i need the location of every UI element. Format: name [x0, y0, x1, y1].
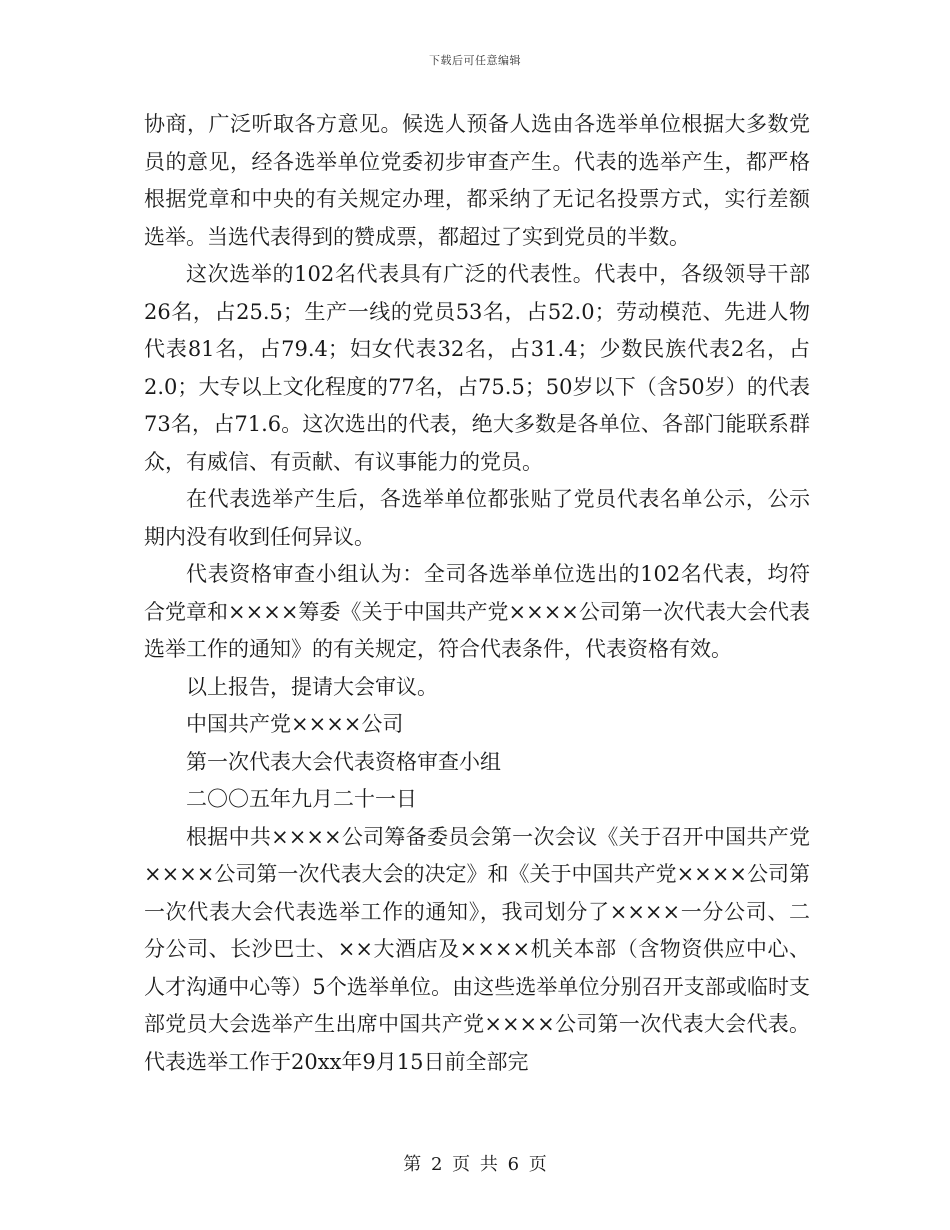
- paragraph-closing: 以上报告，提请大会审议。: [186, 674, 438, 699]
- paragraph-qualification-conclusion: 代表资格审查小组认为：全司各选举单位选出的102名代表，均符合党章和××××筹委《关于中国共产党××××公司第一次代表大会代表选举工作的通知》的有关规定，符合代表条件，代表资格有效。: [144, 562, 810, 661]
- page-number-footer: 第 2 页 共 6 页: [403, 1154, 547, 1175]
- paragraph-continuation: 协商，广泛听取各方意见。候选人预备人选由各选举单位根据大多数党员的意见，经各选举单位党委初步审查产生。代表的选举产生，都严格根据党章和中央的有关规定办理，都采纳了无记名投票方式，实行差额选举。当选代表得到的赞成票，都超过了实到党员的半数。: [144, 112, 810, 249]
- signature-organization: 中国共产党××××公司: [186, 712, 404, 736]
- paragraph-publicity: 在代表选举产生后，各选举单位都张贴了党员代表名单公示，公示期内没有收到任何异议。: [144, 487, 810, 549]
- signature-group: 第一次代表大会代表资格审查小组: [186, 749, 501, 774]
- paragraph-election-units: 根据中共××××公司筹备委员会第一次会议《关于召开中国共产党××××公司第一次代表大会的决定》和《关于中国共产党××××公司第一次代表大会代表选举工作的通知》，我司划分了××××一分公司、二分公司、长沙巴士、××大酒店及××××机关本部（含物资供应中心、人才沟通中心等）5个选举单位。由这些选举单位分别召开支部或临时支部党员大会选举产生出席中国共产党××××公司第一次代表大会代表。代表选举工作于20xx年9月15日前全部完: [144, 824, 810, 1074]
- document-body: [144, 106, 810, 1081]
- signature-date: 二〇〇五年九月二十一日: [186, 787, 417, 811]
- paragraph-representativeness: 这次选举的102名代表具有广泛的代表性。代表中，各级领导干部26名，占25.5；生产一线的党员53名，占52.0；劳动模范、先进人物代表81名，占79.4；妇女代表32名，占31.4；少数民族代表2名，占2.0；大专以上文化程度的77名，占75.5；50岁以下（含50岁）的代表73名，占71.6。这次选出的代表，绝大多数是各单位、各部门能联系群众，有威信、有贡献、有议事能力的党员。: [144, 262, 810, 474]
- page-header: 下载后可任意编辑: [429, 54, 521, 67]
